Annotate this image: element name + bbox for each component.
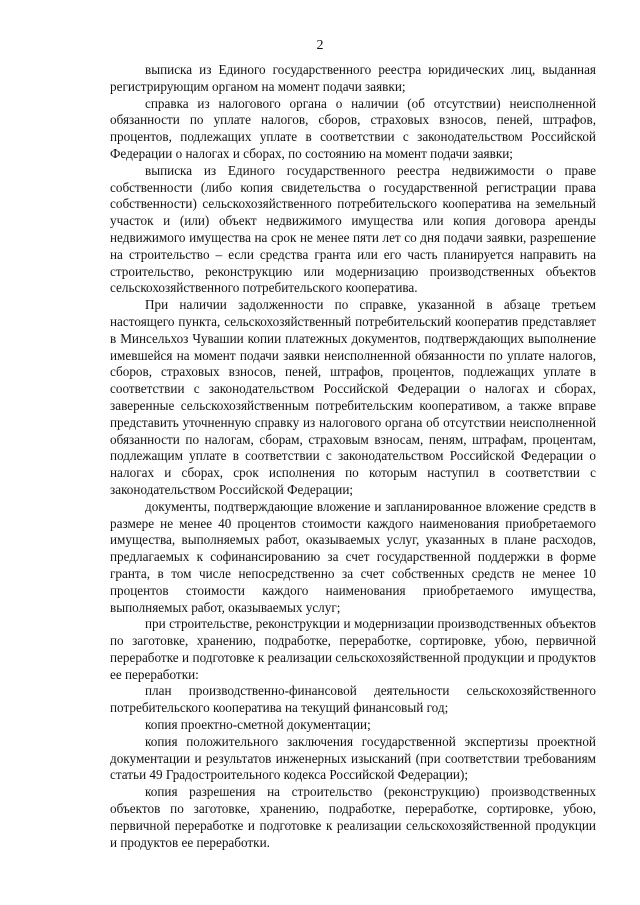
paragraph-investment-documents: документы, подтверждающие вложение и запланированное вложение средств в размере не менее 40 процентов стоимости каждого наименования приобретаемого имущества, выполняемых работ, оказываемых услуг, указанных в плане расходов, предлагаемых к софинансированию за счет государственной поддержки в форме гранта, в том числе непосредственно за счет собственных средств не менее 10 процентов стоимости каждого наименования приобретаемого имущества, выполняемых работ, оказываемых услуг; xyxy=(110,498,596,615)
paragraph-business-plan: план производственно-финансовой деятельности сельскохозяйственного потребительского кооператива на текущий финансовый год; xyxy=(110,683,596,716)
paragraph-expert-review: копия положительного заключения государственной экспертизы проектной документации и результатов инженерных изысканий (при соответствии требованиям статьи 49 Градостроительного кодекса Российской Федерации); xyxy=(110,733,596,783)
page-number: 2 xyxy=(316,38,324,53)
paragraph-construction-heading: при строительстве, реконструкции и модернизации производственных объектов по заготовке, хранению, подработке, переработке, сортировке, убою, первичной переработке и подготовке к реализации сельскохозяйственной продукции и продуктов ее переработки: xyxy=(110,616,596,682)
paragraph-construction-permit: копия разрешения на строительство (реконструкцию) производственных объектов по заготовке, хранению, подработке, переработке, сортировке, убою, первичной переработке и подготовке к реализации сельскохозяйственной продукции и продуктов ее переработки. xyxy=(110,784,596,850)
paragraph-design-estimate: копия проектно-сметной документации; xyxy=(145,717,371,733)
paragraph-tax-certificate: справка из налогового органа о наличии (об отсутствии) неисполненной обязанности по уплате налогов, сборов, страховых взносов, пеней, штрафов, процентов, подлежащих уплате в соответствии с законодательством Российской Федерации о налогах и сборах, по состоянию на момент подачи заявки; xyxy=(110,95,596,161)
paragraph-egrul-extract: выписка из Единого государственного реестра юридических лиц, выданная регистрирующим органом на момент подачи заявки; xyxy=(110,62,596,94)
paragraph-tax-debt: При наличии задолженности по справке, указанной в абзаце третьем настоящего пункта, сельскохозяйственный потребительский кооператив представляет в Минсельхоз Чувашии копии платежных документов, подтверждающих выполнение имевшейся на момент подачи заявки неисполненной обязанности по уплате налогов, сборов, страховых взносов, пеней, штрафов, процентов, подлежащих уплате в соответствии с законодательством Российской Федерации о налогах и сборах, заверенные сельскохозяйственным потребительским кооперативом, а также вправе представить уточненную справку из налогового органа об отсутствии неисполненной обязанности по налогам, сборам, страховым взносам, пеням, штрафам, процентам, подлежащим уплате в соответствии с законодательством Российской Федерации о налогах и сборах, срок исполнения по которым наступил в соответствии с законодательством Российской Федерации; xyxy=(110,297,596,497)
document-body xyxy=(110,62,596,851)
paragraph-egrn-extract: выписка из Единого государственного реестра недвижимости о праве собственности (либо копия свидетельства о государственной регистрации права собственности) сельскохозяйственного потребительского кооператива на земельный участок и (или) объект недвижимого имущества или копия договора аренды недвижимого имущества на срок не менее пяти лет со дня подачи заявки, разрешение на строительство – если средства гранта или его часть планируется направить на строительство, реконструкцию или модернизацию производственных объектов сельскохозяйственного потребительского кооператива. xyxy=(110,162,596,296)
